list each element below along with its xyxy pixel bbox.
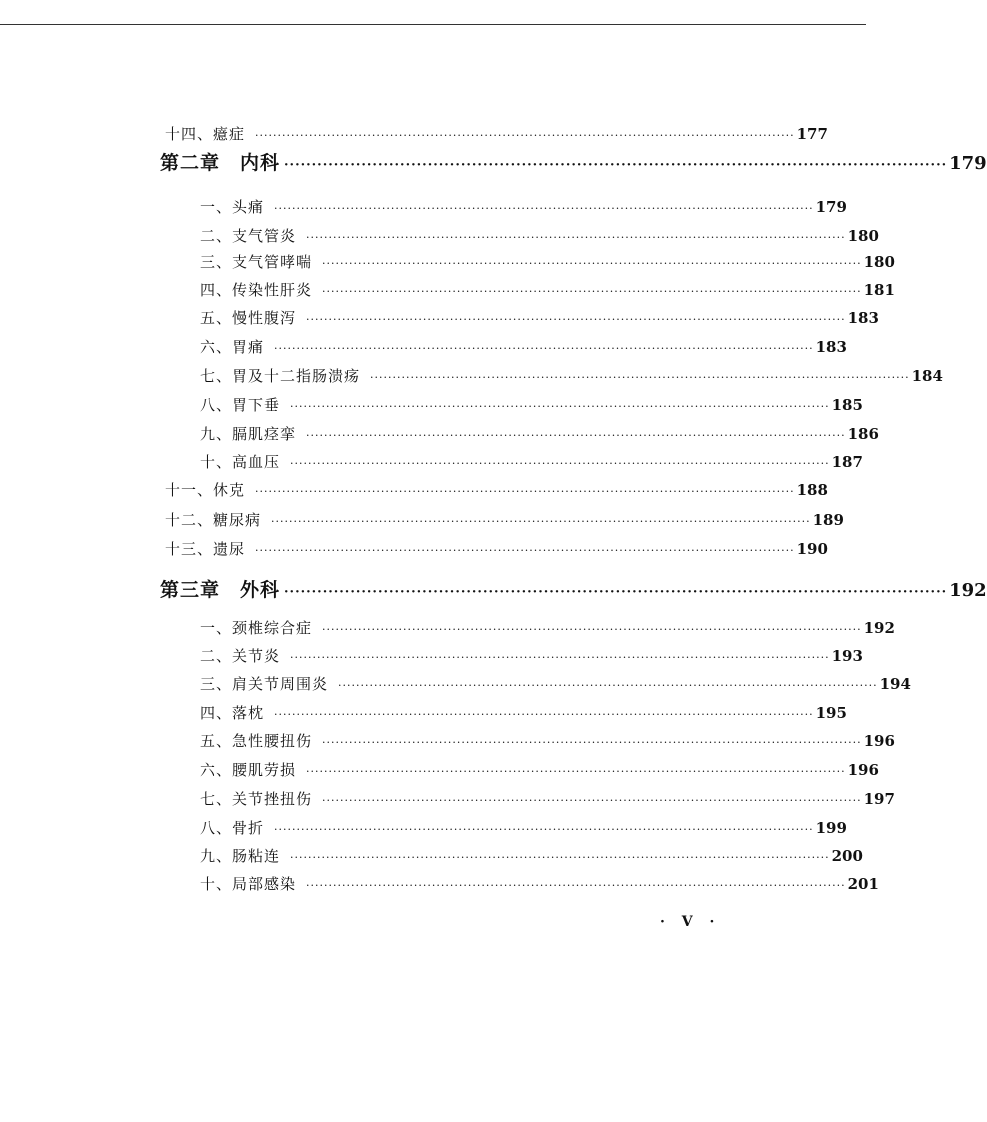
entry-page-number: 201 <box>847 875 879 893</box>
entry-title: 九、膈肌痉挛 <box>200 425 297 443</box>
dot-leader: ························································································································ <box>274 708 814 721</box>
entry-page-number: 188 <box>796 481 828 499</box>
toc-entry <box>165 508 844 532</box>
entry-title: 七、关节挫扭伤 <box>200 790 313 808</box>
toc-entry <box>200 450 863 474</box>
entry-page-number: 183 <box>847 309 879 327</box>
entry-title: 一、颈椎综合症 <box>200 619 313 637</box>
toc-entry <box>200 195 847 219</box>
entry-title: 三、肩关节周围炎 <box>200 675 329 693</box>
toc-entry <box>200 224 879 248</box>
toc-entry <box>200 393 863 417</box>
entry-title: 五、慢性腹泻 <box>200 309 297 327</box>
entry-title: 十三、遗尿 <box>165 540 246 558</box>
entry-page-number: 187 <box>831 453 863 471</box>
page-number: · V · <box>660 914 721 930</box>
entry-page-number: 177 <box>796 125 828 143</box>
entry-page-number: 192 <box>863 619 895 637</box>
entry-title: 七、胃及十二指肠溃疡 <box>200 367 361 385</box>
dot-leader: ························································································································ <box>290 651 830 664</box>
dot-leader: ························································································································ <box>306 765 846 778</box>
entry-page-number: 180 <box>847 227 879 245</box>
toc-entry <box>165 537 828 561</box>
entry-page-number: 189 <box>812 511 844 529</box>
toc-entry <box>200 844 863 868</box>
toc-entry <box>200 787 895 811</box>
dot-leader: ························································································································ <box>274 823 814 836</box>
entry-page-number: 179 <box>949 153 987 174</box>
entry-title: 第三章 外科 <box>160 579 281 601</box>
toc-entry <box>165 122 828 146</box>
toc-entry <box>165 478 828 502</box>
entry-title: 二、支气管炎 <box>200 227 297 245</box>
dot-leader: ························································································································ <box>322 736 862 749</box>
dot-leader: ························································································································ <box>255 129 795 142</box>
toc-entry <box>200 816 847 840</box>
entry-title: 八、胃下垂 <box>200 396 281 414</box>
dot-leader: ························································································································ <box>306 313 846 326</box>
dot-leader: ························································································································ <box>322 794 862 807</box>
entry-page-number: 193 <box>831 647 863 665</box>
dot-leader: ························································································································ <box>255 544 795 557</box>
toc-entry <box>200 672 911 696</box>
dot-leader: ························································································································ <box>290 457 830 470</box>
entry-title: 十、局部感染 <box>200 875 297 893</box>
dot-leader: ························································································································ <box>306 879 846 892</box>
dot-leader: ························································································································ <box>274 342 814 355</box>
toc-entry <box>200 644 863 668</box>
dot-leader: ························································································································ <box>255 485 795 498</box>
toc-entry <box>200 306 879 330</box>
entry-title: 二、关节炎 <box>200 647 281 665</box>
entry-title: 三、支气管哮喘 <box>200 253 313 271</box>
dot-leader: ························································································································ <box>271 515 811 528</box>
dot-leader: ························································································································ <box>284 158 948 173</box>
entry-title: 十四、癔症 <box>165 125 246 143</box>
entry-page-number: 196 <box>863 732 895 750</box>
dot-leader: ························································································································ <box>284 585 948 600</box>
entry-page-number: 192 <box>949 580 987 601</box>
entry-title: 六、胃痛 <box>200 338 265 356</box>
entry-page-number: 199 <box>815 819 847 837</box>
toc-entry <box>200 616 895 640</box>
entry-page-number: 196 <box>847 761 879 779</box>
dot-leader: ························································································································ <box>274 202 814 215</box>
entry-page-number: 186 <box>847 425 879 443</box>
entry-title: 五、急性腰扭伤 <box>200 732 313 750</box>
entry-page-number: 180 <box>863 253 895 271</box>
toc-entry <box>200 729 895 753</box>
entry-page-number: 181 <box>863 281 895 299</box>
toc-chapter-entry <box>160 578 987 602</box>
dot-leader: ························································································································ <box>322 257 862 270</box>
entry-page-number: 200 <box>831 847 863 865</box>
toc-chapter-entry <box>160 151 987 175</box>
toc-entry <box>200 335 847 359</box>
entry-title: 八、骨折 <box>200 819 265 837</box>
entry-page-number: 195 <box>815 704 847 722</box>
dot-leader: ························································································································ <box>322 623 862 636</box>
dot-leader: ························································································································ <box>290 851 830 864</box>
dot-leader: ························································································································ <box>322 285 862 298</box>
entry-title: 第二章 内科 <box>160 152 281 174</box>
toc-entry <box>200 278 895 302</box>
entry-title: 六、腰肌劳损 <box>200 761 297 779</box>
entry-title: 十一、休克 <box>165 481 246 499</box>
dot-leader: ························································································································ <box>290 400 830 413</box>
entry-title: 四、传染性肝炎 <box>200 281 313 299</box>
toc-entry <box>200 422 879 446</box>
toc-entry <box>200 758 879 782</box>
entry-page-number: 183 <box>815 338 847 356</box>
entry-title: 一、头痛 <box>200 198 265 216</box>
entry-title: 十、高血压 <box>200 453 281 471</box>
entry-page-number: 184 <box>911 367 943 385</box>
entry-title: 十二、糖尿病 <box>165 511 262 529</box>
dot-leader: ························································································································ <box>370 371 910 384</box>
toc-entry <box>200 701 847 725</box>
page-top-rule <box>0 24 866 25</box>
entry-title: 四、落枕 <box>200 704 265 722</box>
entry-page-number: 185 <box>831 396 863 414</box>
entry-page-number: 190 <box>796 540 828 558</box>
toc-entry <box>200 872 879 896</box>
entry-page-number: 197 <box>863 790 895 808</box>
dot-leader: ························································································································ <box>306 429 846 442</box>
entry-title: 九、肠粘连 <box>200 847 281 865</box>
toc-entry <box>200 250 895 274</box>
dot-leader: ························································································································ <box>306 231 846 244</box>
entry-page-number: 194 <box>879 675 911 693</box>
entry-page-number: 179 <box>815 198 847 216</box>
dot-leader: ························································································································ <box>338 679 878 692</box>
toc-entry <box>200 364 943 388</box>
